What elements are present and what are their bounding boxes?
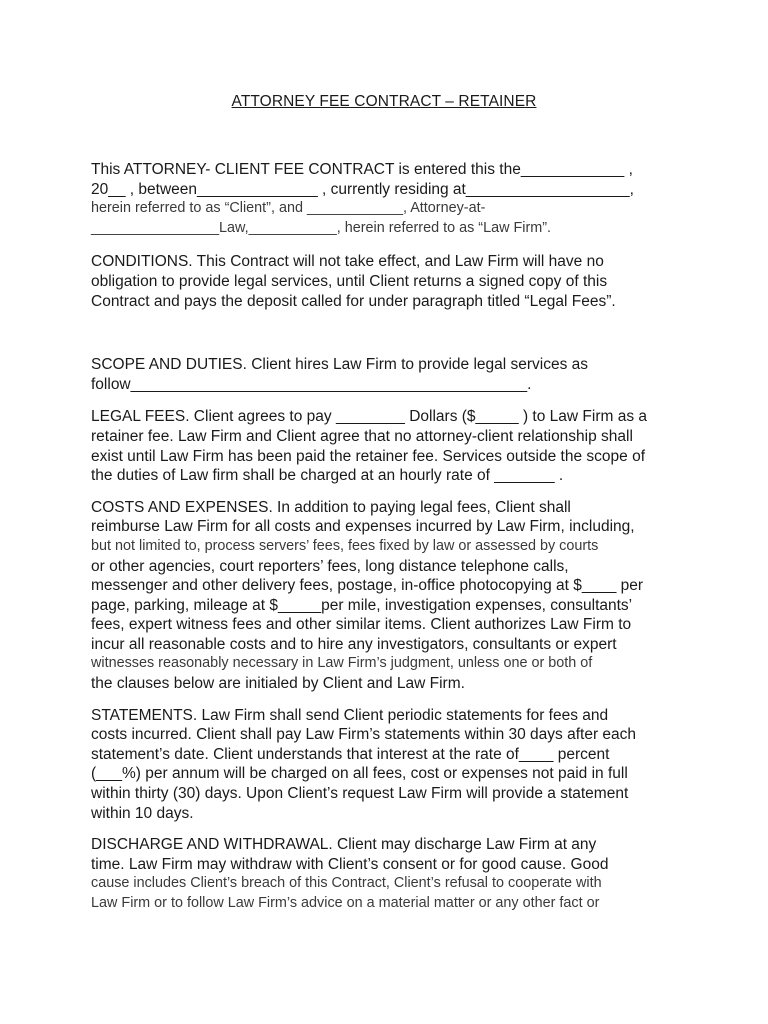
text-line: Contract and pays the deposit called for under paragraph titled “Legal Fees”. <box>91 292 616 310</box>
text-line: costs incurred. Client shall pay Law Firm’s statements within 30 days after each <box>91 726 637 744</box>
text-line: 20__ , between______________ , currently residing at___________________, <box>91 180 634 198</box>
paragraph-conditions <box>91 252 691 311</box>
text-line: incur all reasonable costs and to hire any investigators, consultants or expert <box>91 635 617 653</box>
text-line: exist until Law Firm has been paid the retainer fee. Services outside the scope of <box>91 447 645 465</box>
paragraph-legal-fees <box>91 407 691 485</box>
text-line: obligation to provide legal services, until Client returns a signed copy of this <box>91 272 608 290</box>
text-line: COSTS AND EXPENSES. In addition to paying legal fees, Client shall <box>91 498 571 516</box>
text-line: Law Firm or to follow Law Firm’s advice on a material matter or any other fact or <box>91 895 600 911</box>
text-line: follow______________________________________________. <box>91 375 532 393</box>
text-line: within thirty (30) days. Upon Client’s request Law Firm will provide a statement <box>91 785 629 803</box>
text-line: This ATTORNEY- CLIENT FEE CONTRACT is entered this the____________ , <box>91 161 633 178</box>
text-line: time. Law Firm may withdraw with Client’s consent or for good cause. Good <box>91 855 609 873</box>
text-line: CONDITIONS. This Contract will not take effect, and Law Firm will have no <box>91 253 604 271</box>
text-line: the clauses below are initialed by Client and Law Firm. <box>91 675 465 693</box>
text-line: herein referred to as “Client”, and ____________, Attorney-at- <box>91 200 486 217</box>
paragraph-statements <box>91 706 691 824</box>
text-line: reimburse Law Firm for all costs and expenses incurred by Law Firm, including, <box>91 518 635 536</box>
text-line: ________________Law,___________, herein referred to as “Law Firm”. <box>91 219 552 236</box>
text-line: LEGAL FEES. Client agrees to pay ________ Dollars ($_____ ) to Law Firm as a <box>91 408 647 426</box>
text-line: statement’s date. Client understands that interest at the rate of____ percent <box>91 745 610 763</box>
text-line: the duties of Law firm shall be charged at an hourly rate of _______ . <box>91 467 564 485</box>
document-body <box>91 160 691 914</box>
document-title: ATTORNEY FEE CONTRACT – RETAINER <box>231 93 537 110</box>
text-line: but not limited to, process servers’ fees, fees fixed by law or assessed by courts <box>91 537 599 554</box>
text-line: page, parking, mileage at $_____per mile, investigation expenses, consultants’ <box>91 596 633 614</box>
text-line: STATEMENTS. Law Firm shall send Client periodic statements for fees and <box>91 706 609 724</box>
text-line: fees, expert witness fees and other similar items. Client authorizes Law Firm to <box>91 616 632 634</box>
paragraph-parties <box>91 160 691 238</box>
text-line: retainer fee. Law Firm and Client agree that no attorney-client relationship shall <box>91 427 633 445</box>
text-line: messenger and other delivery fees, postage, in-office photocopying at $____ per <box>91 577 644 595</box>
paragraph-discharge-and-withdrawal <box>91 835 691 913</box>
paragraph-costs-and-expenses <box>91 498 691 694</box>
paragraph-scope-and-duties <box>91 355 691 394</box>
text-line: within 10 days. <box>91 804 194 822</box>
text-line: or other agencies, court reporters’ fees, long distance telephone calls, <box>91 557 569 575</box>
text-line: (___%) per annum will be charged on all fees, cost or expenses not paid in full <box>91 765 628 783</box>
text-line: DISCHARGE AND WITHDRAWAL. Client may discharge Law Firm at any <box>91 836 597 854</box>
text-line: cause includes Client’s breach of this Contract, Client’s refusal to cooperate with <box>91 875 602 892</box>
text-line: SCOPE AND DUTIES. Client hires Law Firm to provide legal services as <box>91 356 589 374</box>
text-line: witnesses reasonably necessary in Law Firm’s judgment, unless one or both of <box>91 655 593 672</box>
